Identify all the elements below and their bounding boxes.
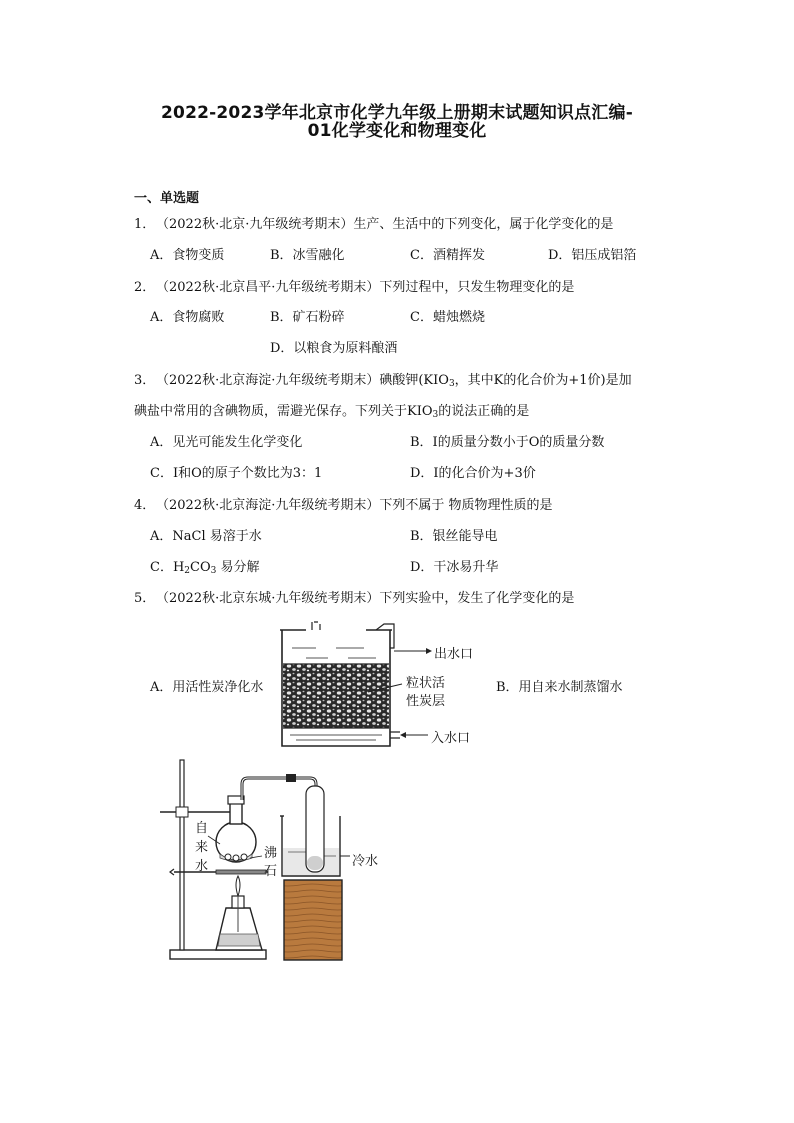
document-title-line-2: 01化学变化和物理变化 <box>307 121 487 141</box>
carbon-layer <box>283 664 389 728</box>
subscript: 3 <box>432 410 439 420</box>
carbon-layer-label-1: 粒状活 <box>406 676 446 691</box>
q3-option-c: C．I和O的原子个数比为3：1 <box>150 466 323 481</box>
stand-base <box>170 950 266 959</box>
question-3-continuation <box>134 400 529 420</box>
q3-option-d: D．I的化合价为+3价 <box>410 466 536 481</box>
boiling-stone-label-1: 沸 <box>264 846 278 861</box>
q4-option-a: A．NaCl 易溶于水 <box>150 529 262 544</box>
q1-option-c: C．酒精挥发 <box>410 248 485 263</box>
boiling-stone-label-2: 石 <box>264 864 278 879</box>
q4-option-b: B．银丝能导电 <box>410 529 498 544</box>
q1-option-d: D．铝压成铝箔 <box>548 248 637 263</box>
option-c-tail: 易分解 <box>216 560 260 575</box>
question-4 <box>134 494 552 513</box>
q2-option-a: A．食物腐败 <box>150 310 225 325</box>
option-c-mid: CO <box>190 560 211 575</box>
q5-option-b: B．用自来水制蒸馏水 <box>496 680 623 695</box>
inlet-label: 入水口 <box>431 731 471 746</box>
subscript: 2 <box>184 566 191 576</box>
question-2 <box>134 276 574 295</box>
wooden-block <box>284 880 342 960</box>
continuation-text-a: 碘盐中常用的含碘物质，需避光保存。下列关于KIO <box>134 404 433 419</box>
question-number: 4． <box>134 498 156 513</box>
q3-option-b: B．I的质量分数小于O的质量分数 <box>410 435 605 450</box>
q2-option-c: C．蜡烛燃烧 <box>410 310 485 325</box>
tap-water-label-3: 水 <box>195 859 209 874</box>
outlet-label: 出水口 <box>434 647 474 662</box>
question-number: 3． <box>134 373 156 388</box>
q2-option-b: B．矿石粉碎 <box>270 310 345 325</box>
q1-option-b: B．冰雪融化 <box>270 248 345 263</box>
cold-water-label: 冷水 <box>352 854 379 869</box>
document-title-line-1: 2022-2023学年北京市化学九年级上册期末试题知识点汇编- <box>161 103 633 123</box>
section-heading: 一、单选题 <box>134 191 200 206</box>
q1-option-a: A．食物变质 <box>150 248 225 263</box>
stand-rod <box>180 760 184 950</box>
question-1 <box>134 213 613 232</box>
question-5 <box>134 587 574 606</box>
q4-option-d: D．干冰易升华 <box>410 560 499 575</box>
question-text-b: ，其中K的化合价为+1价)是加 <box>454 373 632 388</box>
q4-option-c <box>150 556 260 576</box>
tap-water-label-1: 自 <box>195 821 209 836</box>
question-text-a: （2022秋·北京海淀·九年级统考期末）碘酸钾(KIO <box>156 373 449 388</box>
q2-option-d: D．以粮食为原料酿酒 <box>270 341 398 356</box>
question-text: （2022秋·北京东城·九年级统考期末）下列实验中，发生了化学变化的是 <box>156 591 575 606</box>
question-text: （2022秋·北京昌平·九年级统考期末）下列过程中，只发生物理变化的是 <box>156 280 575 295</box>
continuation-text-b: 的说法正确的是 <box>438 404 530 419</box>
option-c-prefix: C．H <box>150 560 185 575</box>
question-text: （2022秋·北京海淀·九年级统考期末）下列不属于 物质物理性质的是 <box>156 498 553 513</box>
question-number: 2． <box>134 280 156 295</box>
subscript: 3 <box>448 379 455 389</box>
question-number: 1． <box>134 217 156 232</box>
subscript: 3 <box>210 566 217 576</box>
q3-option-a: A．见光可能发生化学变化 <box>150 435 303 450</box>
q5-option-a: A．用活性炭净化水 <box>150 680 264 695</box>
question-number: 5． <box>134 591 156 606</box>
question-text: （2022秋·北京·九年级统考期末）生产、生活中的下列变化，属于化学变化的是 <box>156 217 614 232</box>
carbon-layer-label-2: 性炭层 <box>406 694 446 709</box>
question-3 <box>134 369 632 389</box>
tap-water-label-2: 来 <box>195 840 209 855</box>
